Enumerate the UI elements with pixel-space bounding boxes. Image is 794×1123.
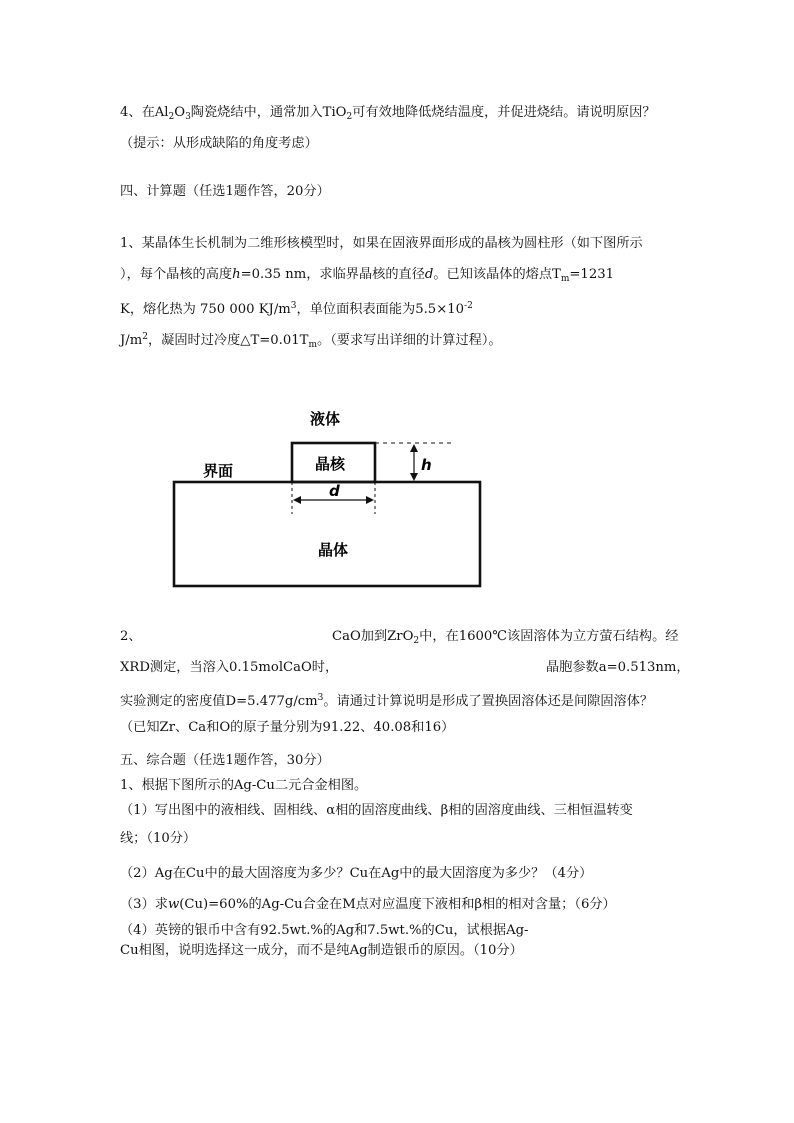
d-arrow-right xyxy=(366,496,374,504)
label-interface: 界面 xyxy=(203,462,234,480)
section4-q2-line-2a: XRD测定，当溶入0.15molCaO时， xyxy=(120,660,339,675)
label-h: h xyxy=(421,456,432,474)
section5-part4-line-1: （4）英镑的银币中含有92.5wt.%的Ag和7.5wt.%的Cu，试根据Ag- xyxy=(120,923,529,938)
section4-q2-line-3: 实验测定的密度值$D=5.477g/cm^3$。请通过计算说明是形成了置换固溶体还是间隙固溶体？ xyxy=(120,693,654,709)
section4-q2-line-4: （已知Zr、Ca和O的原子量分别为91.22、40.08和16） xyxy=(120,720,455,735)
d-arrow-left xyxy=(293,496,301,504)
label-liquid: 液体 xyxy=(310,410,341,428)
section5-part3: （3）求w(Cu)=60%的Ag-Cu合金在M点对应温度下液相和β相的相对含量；（6分） xyxy=(120,897,616,912)
label-d: d xyxy=(329,482,340,500)
section4-heading: 四、计算题（任选1题作答，20分） xyxy=(120,184,330,199)
section4-q1-line-3: K，熔化热为 750 000 $KJ/m^3$，单位面积表面能为$5.5\times 10^{-2}$ xyxy=(120,301,473,317)
section5-heading: 五、综合题（任选1题作答，30分） xyxy=(120,753,330,768)
crystal-block xyxy=(174,482,480,586)
section4-q2-number: 2、 xyxy=(120,629,142,644)
h-arrow-up xyxy=(410,444,418,452)
section5-part1-line-2: 线；（10分） xyxy=(120,831,197,846)
section4-q2-line-2b: 晶胞参数a=0.513nm， xyxy=(546,660,690,675)
section5-intro: 1、根据下图所示的Ag-Cu二元合金相图。 xyxy=(120,778,368,793)
q4-hint: （提示：从形成缺陷的角度考虑） xyxy=(120,136,318,151)
q4-line-1: 4、在$Al_2O_3$陶瓷烧结中，通常加入TiO$_2$可有效地降低烧结温度，并促进烧结。请说明原因？ xyxy=(120,105,656,122)
section5-part4-line-2: Cu相图，说明选择这一成分，而不是纯Ag制造银币的原因。（10分） xyxy=(120,943,523,958)
section4-q1-line-4: $J/m^2$，凝固时过冷度$\triangle T=0.01T_m$。（要求写出详细的计算过程）。 xyxy=(120,332,502,350)
section5-part1-line-1: （1）写出图中的液相线、固相线、α相的固溶度曲线、β相的固溶度曲线、三相恒温转变 xyxy=(120,803,633,818)
h-arrow-down xyxy=(410,473,418,481)
section4-q1-line-2: ），每个晶核的高度h=0.35 nm，求临界晶核的直径d。已知该晶体的熔点$T_m=1231$ xyxy=(120,267,614,284)
section4-q1-line-1: 1、某晶体生长机制为二维形核模型时，如果在固液界面形成的晶核为圆柱形（如下图所示 xyxy=(120,236,643,251)
label-crystal: 晶体 xyxy=(318,541,349,559)
label-nucleus: 晶核 xyxy=(315,455,346,473)
section5-part2: （2）Ag在Cu中的最大固溶度为多少？Cu在Ag中的最大固溶度为多少？（4分） xyxy=(120,866,593,881)
section4-q2-line-1: CaO加到ZrO$_2$中，在1600℃该固溶体为立方萤石结构。经 xyxy=(332,629,679,646)
